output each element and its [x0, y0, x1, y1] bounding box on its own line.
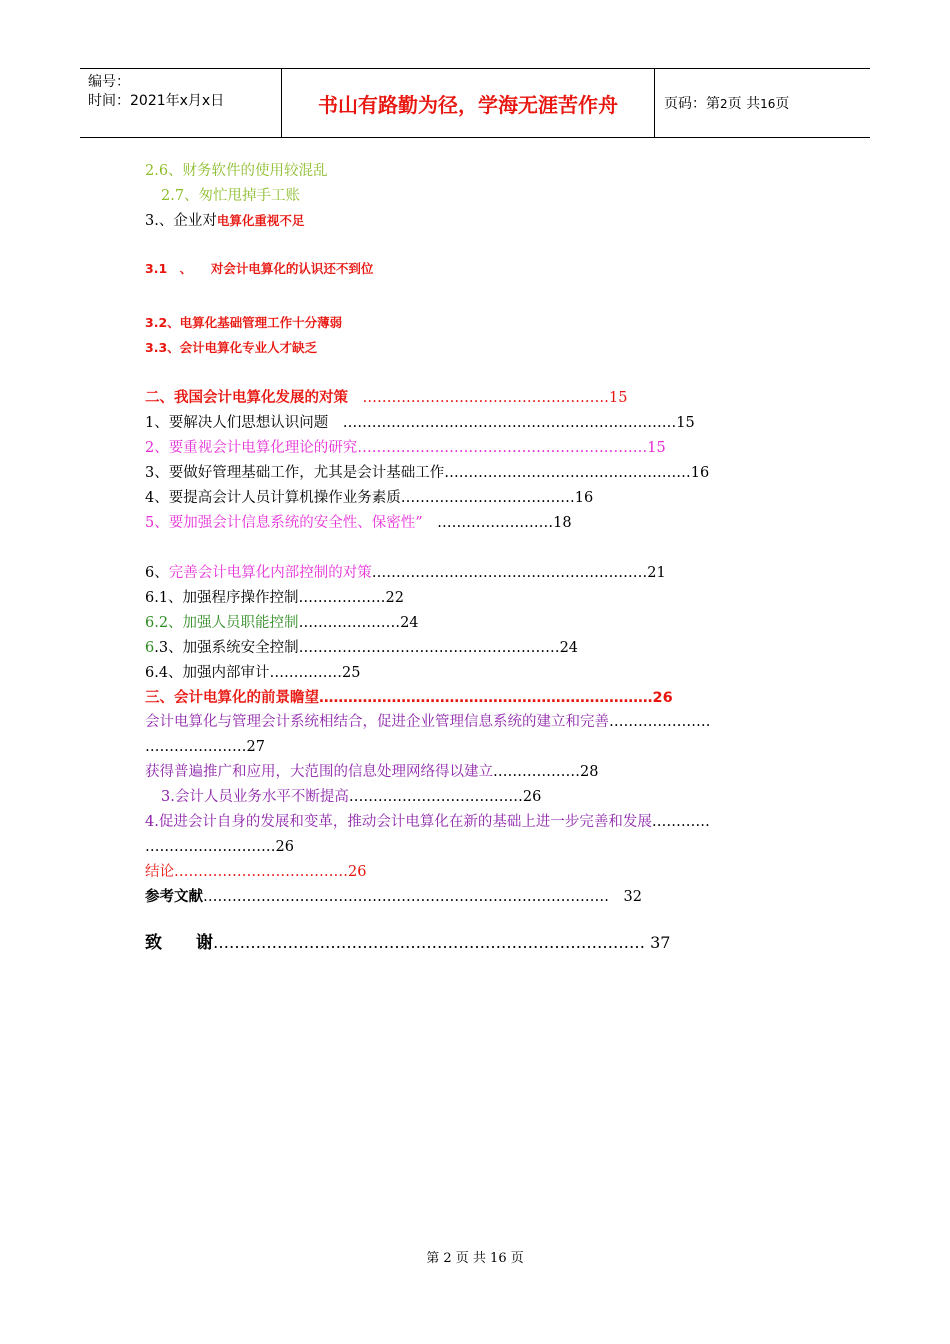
toc-entry-continuation: ………………………26: [145, 839, 294, 855]
toc-entry[interactable]: [145, 812, 710, 832]
toc-entry-label: 致 谢: [145, 933, 213, 953]
toc-entry[interactable]: [145, 563, 666, 583]
toc-entry-label: 电算化重视不足: [216, 213, 305, 228]
toc-entry[interactable]: [145, 388, 627, 408]
page-suffix: 页: [775, 96, 790, 112]
page-prefix: 页码：第: [664, 96, 720, 112]
toc-entry-continuation: …………………27: [145, 739, 265, 755]
toc-entry[interactable]: 3、要做好管理基础工作，尤其是会计基础工作……………………………………………16: [145, 465, 710, 481]
toc-leader: ……………………………………………………………………… 37: [213, 933, 671, 952]
toc-entry-label: 3.会计人员业务水平不断提高: [161, 789, 349, 805]
page-total: 16: [760, 97, 776, 111]
toc-leader: ………………………………26: [348, 789, 542, 805]
toc-leader: ……………………………………………15: [348, 390, 628, 406]
toc-entry[interactable]: 三、会计电算化的前景瞻望……………………………………………………………26: [145, 690, 673, 706]
toc-section-title: 二、我国会计电算化发展的对策: [145, 390, 348, 406]
toc-entry-label: 会计电算化与管理会计系统相结合，促进企业管理信息系统的建立和完善: [145, 714, 609, 730]
toc-entry[interactable]: 6.1、加强程序操作控制………………22: [145, 590, 405, 606]
toc-entry-label: 5、要加强会计信息系统的安全性、保密性”: [145, 515, 423, 531]
page-header: [80, 68, 870, 138]
toc-entry[interactable]: 2.6、财务软件的使用较混乱: [145, 163, 328, 179]
toc-entry[interactable]: [145, 613, 419, 633]
toc-leader: …………: [651, 814, 710, 830]
toc-entry[interactable]: [145, 933, 670, 953]
toc-entry[interactable]: 6.4、加强内部审计……………25: [145, 665, 361, 681]
header-meta: [88, 73, 224, 111]
toc-entry-prefix: 6: [145, 640, 155, 656]
toc-entry-prefix: 6、: [145, 565, 169, 581]
toc-entry[interactable]: [161, 787, 541, 807]
toc-entry[interactable]: 3.2、电算化基础管理工作十分薄弱: [145, 315, 343, 330]
header-page-indicator: [664, 93, 789, 113]
page-footer: 第 2 页 共 16 页: [426, 1251, 524, 1266]
toc-leader: …………………: [609, 714, 711, 730]
toc-leader: …………………………………………………21: [371, 565, 666, 581]
toc-entry-label: 获得普遍推广和应用，大范围的信息处理网络得以建立: [145, 764, 493, 780]
toc-entry[interactable]: 4、要提高会计人员计算机操作业务素质………………………………16: [145, 490, 594, 506]
toc-leader: ………………………………………………………………………… 32: [203, 889, 642, 905]
toc-entry[interactable]: 2.7、匆忙甩掉手工账: [161, 188, 301, 204]
header-divider: [654, 69, 655, 137]
toc-entry-prefix: 3.、企业对: [145, 213, 217, 229]
toc-entry[interactable]: 1、要解决人们思想认识问题 ……………………………………………………………15: [145, 415, 695, 431]
toc-entry[interactable]: 3.3、会计电算化专业人才缺乏: [145, 340, 318, 355]
page-mid: 页 共: [727, 96, 761, 112]
header-number-label: 编号：: [88, 74, 130, 90]
toc-entry[interactable]: [145, 762, 598, 782]
toc-entry-label: 4.促进会计自身的发展和变革，推动会计电算化在新的基础上进一步完善和发展: [145, 814, 652, 830]
toc-entry-label: 完善会计电算化内部控制的对策: [168, 565, 372, 581]
toc-leader: …………………24: [298, 615, 419, 631]
header-time-label: 时间：2021年x月x日: [88, 93, 225, 109]
toc-entry[interactable]: [145, 887, 642, 907]
toc-entry[interactable]: [145, 712, 711, 732]
toc-entry-label: .3、加强系统安全控制………………………………………………24: [154, 640, 579, 656]
toc-entry-label: 参考文献: [145, 889, 203, 905]
toc-leader: ……………………18: [422, 515, 572, 531]
toc-leader: ………………28: [493, 764, 599, 780]
toc-entry[interactable]: 2、要重视会计电算化理论的研究……………………………………………………15: [145, 440, 666, 456]
page-current: 2: [720, 97, 728, 111]
toc-entry[interactable]: [145, 513, 572, 533]
toc-entry[interactable]: 结论………………………………26: [145, 864, 367, 880]
header-motto: 书山有路勤为径，学海无涯苦作舟: [318, 93, 618, 117]
toc-entry[interactable]: [145, 211, 304, 231]
toc-entry[interactable]: [145, 638, 578, 658]
toc-entry-label: 6.2、加强人员职能控制: [145, 615, 299, 631]
toc-entry[interactable]: 3.1 、 对会计电算化的认识还不到位: [145, 261, 374, 276]
